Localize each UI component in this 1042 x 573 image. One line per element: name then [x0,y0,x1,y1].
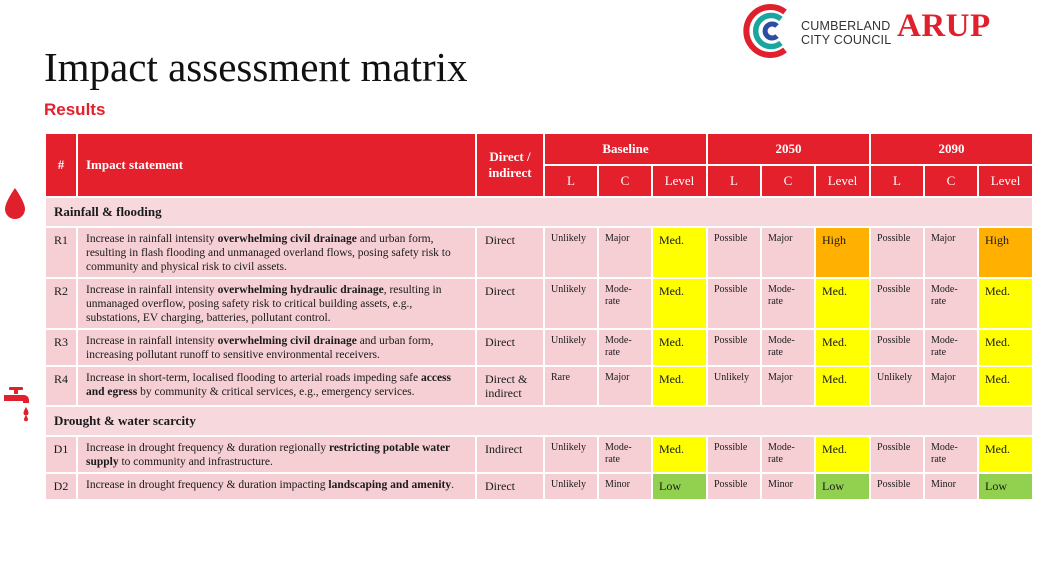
consequence-cell: Mode-rate [761,278,815,329]
logo-area [742,2,1012,62]
table-row [45,227,1033,278]
risk-level-cell: Med. [815,436,870,473]
col-header-baseline: Baseline [544,133,707,165]
impact-statement [77,473,476,500]
risk-level-cell: Med. [815,329,870,366]
impact-id: D2 [45,473,77,500]
likelihood-cell: Possible [707,436,761,473]
statement-emphasis: access and egress [86,372,451,398]
col-header-c: C [598,165,652,197]
likelihood-cell: Possible [707,329,761,366]
statement-emphasis: overwhelming civil drainage [217,335,357,347]
council-name-line2: CITY COUNCIL [801,33,892,47]
dripping-tap-icon [2,386,32,422]
section-row [45,197,1033,227]
consequence-cell: Major [924,366,978,406]
consequence-cell: Mode-rate [761,436,815,473]
col-header-statement: Impact statement [77,133,476,197]
impact-id: R1 [45,227,77,278]
statement-text: Increase in drought frequency & duration impacting [86,479,329,491]
council-name-line1: CUMBERLAND [801,19,891,33]
risk-level-cell: Med. [815,278,870,329]
risk-level-cell: Med. [978,278,1033,329]
col-header-direct-line1: Direct / [489,149,531,164]
consequence-cell: Mode-rate [924,278,978,329]
likelihood-cell: Unlikely [544,329,598,366]
arup-logo: ARUP [897,8,991,44]
council-name [801,19,891,47]
risk-level-cell: Low [652,473,707,500]
likelihood-cell: Possible [870,329,924,366]
consequence-cell: Major [761,227,815,278]
likelihood-cell: Unlikely [544,436,598,473]
consequence-cell: Minor [924,473,978,500]
section-row [45,406,1033,436]
direct-indirect: Direct [476,227,544,278]
matrix-body [45,197,1033,500]
header-row-groups [45,133,1033,165]
col-header-l: L [707,165,761,197]
statement-text: Increase in drought frequency & duration regionally [86,442,330,454]
direct-indirect: Direct [476,329,544,366]
consequence-cell: Mode-rate [598,436,652,473]
statement-text: and urban form, resulting in flash flooding and unmanaged overland flows, posing safety risk to community and physical risk to civil assets. [86,233,451,273]
statement-emphasis: restricting potable water supply [86,442,450,468]
statement-emphasis: overwhelming hydraulic drainage [217,284,384,296]
table-row [45,329,1033,366]
statement-text: Increase in rainfall intensity [86,335,218,347]
risk-level-cell: High [815,227,870,278]
col-header-l: L [870,165,924,197]
statement-text: Increase in rainfall intensity [86,233,218,245]
impact-statement [77,436,476,473]
consequence-cell: Major [924,227,978,278]
risk-level-cell: Med. [978,329,1033,366]
risk-level-cell: Med. [652,366,707,406]
cumberland-logo-icon [742,2,800,60]
direct-indirect: Direct [476,473,544,500]
section-title: Drought & water scarcity [45,406,1033,436]
risk-level-cell: High [978,227,1033,278]
impact-statement [77,366,476,406]
likelihood-cell: Possible [707,278,761,329]
direct-indirect: Indirect [476,436,544,473]
impact-matrix-table [44,132,1034,501]
consequence-cell: Major [598,366,652,406]
likelihood-cell: Possible [707,473,761,500]
consequence-cell: Mode-rate [924,329,978,366]
risk-level-cell: Med. [978,366,1033,406]
statement-text: by community & critical services, e.g., emergency services. [137,386,415,398]
likelihood-cell: Possible [870,473,924,500]
table-row [45,278,1033,329]
likelihood-cell: Possible [870,436,924,473]
statement-text: Increase in short-term, localised flooding to arterial roads impeding safe [86,372,421,384]
impact-id: R4 [45,366,77,406]
likelihood-cell: Unlikely [707,366,761,406]
risk-level-cell: Med. [815,366,870,406]
col-header-c: C [761,165,815,197]
likelihood-cell: Possible [707,227,761,278]
page-title: Impact assessment matrix [44,44,468,90]
risk-level-cell: Med. [652,329,707,366]
risk-level-cell: Med. [978,436,1033,473]
risk-level-cell: Med. [652,436,707,473]
page-subtitle: Results [44,100,106,119]
impact-statement [77,227,476,278]
likelihood-cell: Unlikely [544,473,598,500]
consequence-cell: Mode-rate [761,329,815,366]
col-header-2050: 2050 [707,133,870,165]
col-header-level: Level [652,165,707,197]
likelihood-cell: Possible [870,227,924,278]
direct-indirect: Direct [476,278,544,329]
likelihood-cell: Unlikely [544,278,598,329]
statement-text: Increase in rainfall intensity [86,284,218,296]
section-title: Rainfall & flooding [45,197,1033,227]
consequence-cell: Minor [598,473,652,500]
col-header-l: L [544,165,598,197]
table-row [45,366,1033,406]
impact-id: R3 [45,329,77,366]
water-drop-icon [3,186,27,220]
consequence-cell: Minor [761,473,815,500]
statement-emphasis: landscaping and amenity [328,479,452,491]
risk-level-cell: Low [815,473,870,500]
statement-emphasis: overwhelming civil drainage [217,233,357,245]
likelihood-cell: Rare [544,366,598,406]
impact-statement [77,278,476,329]
table-row [45,436,1033,473]
direct-indirect: Direct & indirect [476,366,544,406]
statement-text: to community and infrastructure. [118,456,273,468]
col-header-2090: 2090 [870,133,1033,165]
col-header-direct [476,133,544,197]
likelihood-cell: Unlikely [870,366,924,406]
col-header-level: Level [978,165,1033,197]
col-header-level: Level [815,165,870,197]
col-header-c: C [924,165,978,197]
consequence-cell: Major [761,366,815,406]
risk-level-cell: Low [978,473,1033,500]
likelihood-cell: Possible [870,278,924,329]
likelihood-cell: Unlikely [544,227,598,278]
consequence-cell: Mode-rate [924,436,978,473]
col-header-direct-line2: indirect [488,165,532,180]
consequence-cell: Major [598,227,652,278]
risk-level-cell: Med. [652,227,707,278]
statement-text: , resulting in unmanaged overflow, posing safety risk to critical building assets, e.g., substations, EV charging, batteries, pollutant control. [86,284,442,324]
consequence-cell: Mode-rate [598,329,652,366]
col-header-num: # [45,133,77,197]
statement-text: . [451,479,454,491]
consequence-cell: Mode-rate [598,278,652,329]
table-row [45,473,1033,500]
statement-text: and urban form, increasing pollutant runoff to sensitive environmental receivers. [86,335,434,361]
impact-id: D1 [45,436,77,473]
impact-id: R2 [45,278,77,329]
risk-level-cell: Med. [652,278,707,329]
impact-statement [77,329,476,366]
